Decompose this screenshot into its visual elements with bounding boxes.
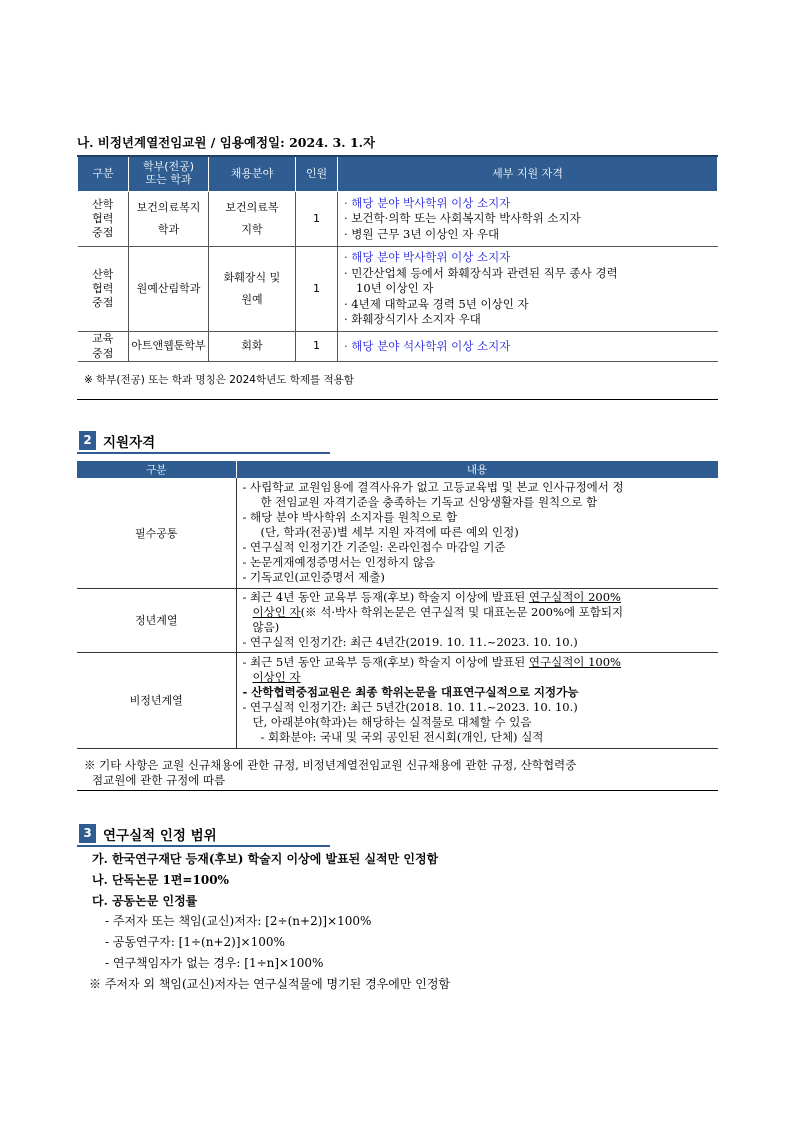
header-details: 세부 지원 자격	[338, 156, 718, 192]
category-cell: 비정년계열	[77, 652, 236, 748]
cell-details: · 해당 분야 박사학위 이상 소지자 · 보건학·의학 또는 사회복지학 박사학위 소지자 · 병원 근무 3년 이상인 자 우대	[338, 192, 718, 247]
cell-dept: 보건의료복지 학과	[129, 192, 209, 247]
category-cell: 정년계열	[77, 588, 236, 652]
content-cell: - 최근 5년 동안 교육부 등재(후보) 학술지 이상에 발표된 연구실적이 100% 이상인 자 - 산학협력중점교원은 최종 학위논문을 대표연구실적으로 지정가능 - 연구실적 인정기간: 최근 5년간(2018. 10. 11.~2023. 10. 10.) 단, 아래분야(학과)는 해당하는 실적물로 대체할 수 있음 - 회화분야: 국내 및 국외 공인된 전시회(개인, 단체) 실적	[236, 652, 718, 748]
content-cell: - 사립학교 교원임용에 결격사유가 없고 고등교육법 및 본교 인사규정에서 정 한 전임교원 자격기준을 충족하는 기독교 신앙생활자를 원칙으로 함 - 해당 분야 박사학위 소지자를 원칙으로 함 (단, 학과(전공)별 세부 지원 자격에 따른 예외 인정) - 연구실적 인정기간 기준일: 온라인접수 마감일 기준 - 논문게재예정증명서는 인정하지 않음 - 기독교인(교인증명서 제출)	[236, 478, 718, 588]
section-underline	[77, 845, 330, 847]
divider	[77, 399, 718, 400]
header-dept: 학부(전공) 또는 학과	[129, 156, 209, 192]
content-cell: - 최근 4년 동안 교육부 등재(후보) 학술지 이상에 발표된 연구실적이 200% 이상인 자(※ 석·박사 학위논문은 연구실적 및 대표논문 200%에 포함되지 않음) - 연구실적 인정기간: 최근 4년간(2019. 10. 11.~2023. 10. 10.)	[236, 588, 718, 652]
header-field: 채용분야	[209, 156, 296, 192]
table-row	[78, 247, 718, 332]
table-row	[77, 478, 718, 588]
positions-table-header	[78, 156, 718, 192]
cell-field: 화훼장식 및 원예	[209, 247, 296, 332]
category-cell: 필수공통	[77, 478, 236, 588]
header-count: 인원	[296, 156, 338, 192]
table-row	[77, 652, 718, 748]
formula-no-lead: - 연구책임자가 없는 경우: [1÷n]×100%	[105, 956, 324, 970]
qualifications-note: ※ 기타 사항은 교원 신규채용에 관한 규정, 비정년계열전임교원 신규채용에 관한 규정, 산학협력중 점교원에 관한 규정에 따름	[84, 758, 577, 787]
rule-item-na: 나. 단독논문 1편=100%	[92, 873, 229, 887]
table-row	[77, 588, 718, 652]
author-note: ※ 주저자 외 책임(교신)저자는 연구실적물에 명기된 경우에만 인정함	[89, 977, 451, 991]
qualifications-table-header	[77, 461, 718, 478]
qualifications-table	[77, 461, 719, 749]
cell-count: 1	[296, 332, 338, 362]
header-gubun: 구분	[78, 156, 129, 192]
header-category: 구분	[77, 461, 236, 478]
cell-details: · 해당 분야 석사학위 이상 소지자	[338, 332, 718, 362]
cell-count: 1	[296, 192, 338, 247]
rule-item-ga: 가. 한국연구재단 등재(후보) 학술지 이상에 발표된 실적만 인정함	[92, 852, 439, 866]
section-number-2: 2	[79, 431, 96, 450]
table-row	[78, 332, 718, 362]
table-row	[78, 192, 718, 247]
section-heading-na: 나. 비정년계열전임교원 / 임용예정일: 2024. 3. 1.자	[77, 135, 376, 150]
cell-count: 1	[296, 247, 338, 332]
rule-item-da: 다. 공동논문 인정률	[92, 894, 198, 908]
positions-table	[77, 155, 718, 362]
formula-co-author: - 공동연구자: [1÷(n+2)]×100%	[105, 935, 285, 949]
section-underline	[77, 452, 330, 454]
divider	[77, 790, 718, 791]
formula-main-author: - 주저자 또는 책임(교신)저자: [2÷(n+2)]×100%	[105, 914, 372, 928]
cell-dept: 원예산림학과	[129, 247, 209, 332]
cell-dept: 아트앤웹툰학부	[129, 332, 209, 362]
cell-gubun: 산학 협력 중점	[78, 192, 129, 247]
cell-field: 회화	[209, 332, 296, 362]
cell-gubun: 교육 중점	[78, 332, 129, 362]
section-number-3: 3	[79, 824, 96, 843]
header-content: 내용	[236, 461, 718, 478]
section-title-3: 연구실적 인정 범위	[103, 828, 217, 844]
cell-details: · 해당 분야 박사학위 이상 소지자 · 민간산업체 등에서 화훼장식과 관련된 직무 종사 경력 10년 이상인 자 · 4년제 대학교육 경력 5년 이상인 자 · 화훼장식기사 소지자 우대	[338, 247, 718, 332]
cell-gubun: 산학 협력 중점	[78, 247, 129, 332]
section-title-2: 지원자격	[103, 435, 156, 451]
dept-name-note: ※ 학부(전공) 또는 학과 명칭은 2024학년도 학제를 적용함	[84, 374, 354, 386]
cell-field: 보건의료복 지학	[209, 192, 296, 247]
